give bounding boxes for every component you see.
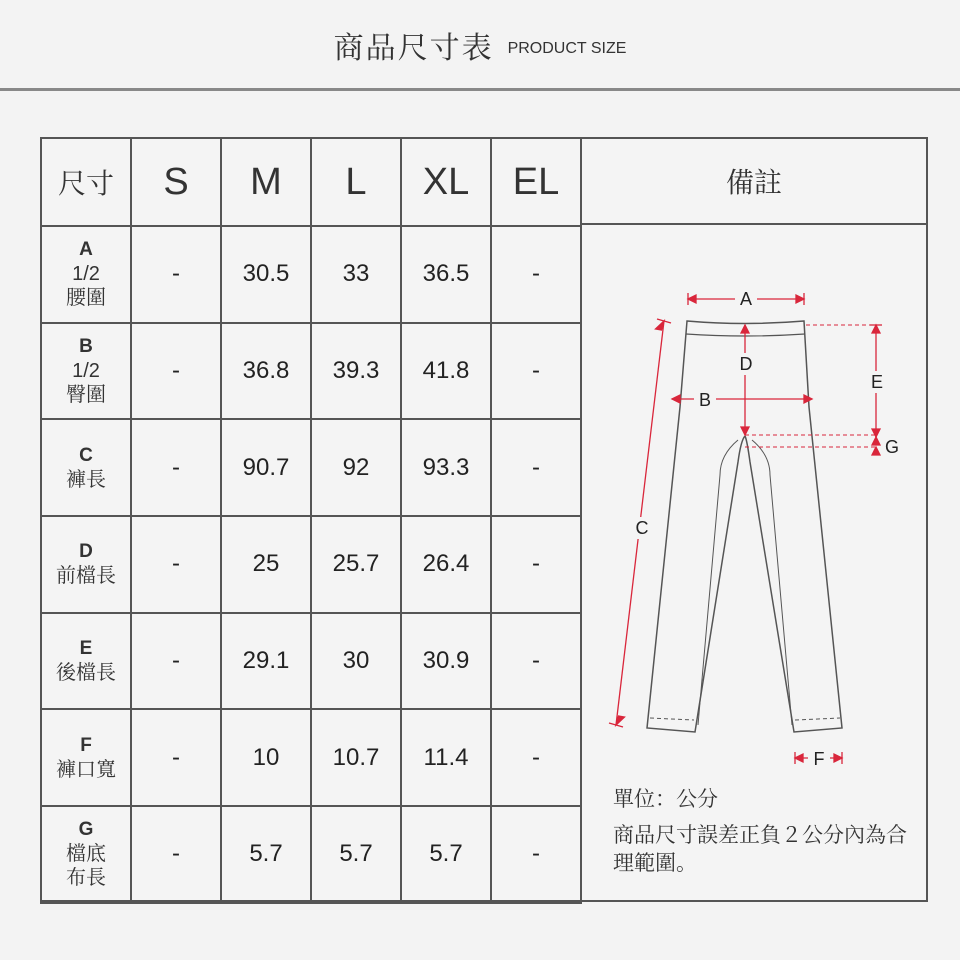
measurement-name: 1/2 xyxy=(72,360,100,383)
dimension-label-c: C xyxy=(635,518,649,538)
pants-diagram xyxy=(580,225,926,785)
size-table xyxy=(40,137,582,904)
size-value-s: - xyxy=(131,613,221,710)
unit-note: 單位：公分 xyxy=(613,788,718,811)
size-value-el: - xyxy=(491,226,581,323)
size-header-m: M xyxy=(221,138,311,226)
measurement-code: G xyxy=(78,819,94,841)
measurement-name: 褲長 xyxy=(66,468,106,491)
measurement-code: F xyxy=(80,734,92,756)
dimension-label-g: G xyxy=(884,437,900,457)
size-value-l: 10.7 xyxy=(311,709,401,806)
measurement-label xyxy=(41,613,131,710)
measurement-code: B xyxy=(79,336,93,358)
measurement-label xyxy=(41,323,131,420)
size-value-l: 5.7 xyxy=(311,806,401,903)
size-label-header: 尺寸 xyxy=(41,138,131,226)
size-value-s: - xyxy=(131,323,221,420)
size-value-l: 30 xyxy=(311,613,401,710)
size-value-xl: 5.7 xyxy=(401,806,491,903)
measurement-code: C xyxy=(79,444,93,466)
measurement-label xyxy=(41,226,131,323)
size-header-row xyxy=(41,138,581,226)
size-value-el: - xyxy=(491,613,581,710)
size-value-xl: 11.4 xyxy=(401,709,491,806)
size-header-el: EL xyxy=(491,138,581,226)
measurement-name: 1/2 xyxy=(72,263,100,286)
header-divider xyxy=(0,88,960,91)
size-value-s: - xyxy=(131,419,221,516)
measurement-label xyxy=(41,419,131,516)
measurement-label xyxy=(41,516,131,613)
size-value-xl: 26.4 xyxy=(401,516,491,613)
size-value-xl: 36.5 xyxy=(401,226,491,323)
size-header-xl: XL xyxy=(401,138,491,226)
size-value-el: - xyxy=(491,323,581,420)
measurement-name: 臀圍 xyxy=(66,384,106,407)
size-value-xl: 30.9 xyxy=(401,613,491,710)
size-value-el: - xyxy=(491,419,581,516)
size-row-f xyxy=(41,709,581,806)
size-row-e xyxy=(41,613,581,710)
size-value-m: 5.7 xyxy=(221,806,311,903)
size-value-xl: 41.8 xyxy=(401,323,491,420)
notes-header: 備註 xyxy=(580,137,928,225)
size-value-m: 29.1 xyxy=(221,613,311,710)
measurement-name: 褲口寬 xyxy=(56,758,116,781)
size-value-l: 39.3 xyxy=(311,323,401,420)
size-value-xl: 93.3 xyxy=(401,419,491,516)
size-value-m: 30.5 xyxy=(221,226,311,323)
measurement-name: 布長 xyxy=(66,867,106,890)
size-row-g xyxy=(41,806,581,903)
page-header xyxy=(0,0,960,90)
size-value-l: 92 xyxy=(311,419,401,516)
size-value-el: - xyxy=(491,709,581,806)
size-value-l: 33 xyxy=(311,226,401,323)
dimension-label-e: E xyxy=(870,372,884,392)
measurement-label xyxy=(41,709,131,806)
measurement-name: 前檔長 xyxy=(56,565,116,588)
dimension-label-a: A xyxy=(739,289,753,309)
size-value-m: 90.7 xyxy=(221,419,311,516)
page-subtitle: PRODUCT SIZE xyxy=(507,40,627,57)
size-value-m: 36.8 xyxy=(221,323,311,420)
measurement-code: E xyxy=(79,638,93,660)
size-row-d xyxy=(41,516,581,613)
size-row-a xyxy=(41,226,581,323)
measurement-name: 腰圍 xyxy=(66,287,106,310)
measurement-code: A xyxy=(79,239,93,261)
size-value-s: - xyxy=(131,226,221,323)
size-value-s: - xyxy=(131,516,221,613)
size-value-el: - xyxy=(491,806,581,903)
page-title: 商品尺寸表 xyxy=(333,32,494,65)
dimension-label-b: B xyxy=(698,390,712,410)
size-header-s: S xyxy=(131,138,221,226)
size-value-m: 10 xyxy=(221,709,311,806)
measurement-label xyxy=(41,806,131,903)
size-value-m: 25 xyxy=(221,516,311,613)
size-value-s: - xyxy=(131,709,221,806)
tolerance-note: 商品尺寸誤差正負２公分內為合理範圍。 xyxy=(613,824,907,875)
size-row-c xyxy=(41,419,581,516)
measurement-name: 檔底 xyxy=(66,843,106,866)
size-header-l: L xyxy=(311,138,401,226)
label-backgrounds xyxy=(630,287,888,769)
dimension-label-d: D xyxy=(739,354,753,374)
size-row-b xyxy=(41,323,581,420)
dimension-label-f: F xyxy=(813,749,825,769)
size-value-l: 25.7 xyxy=(311,516,401,613)
measurement-name: 後檔長 xyxy=(56,662,116,685)
measurement-code: D xyxy=(79,541,93,563)
size-value-el: - xyxy=(491,516,581,613)
size-value-s: - xyxy=(131,806,221,903)
